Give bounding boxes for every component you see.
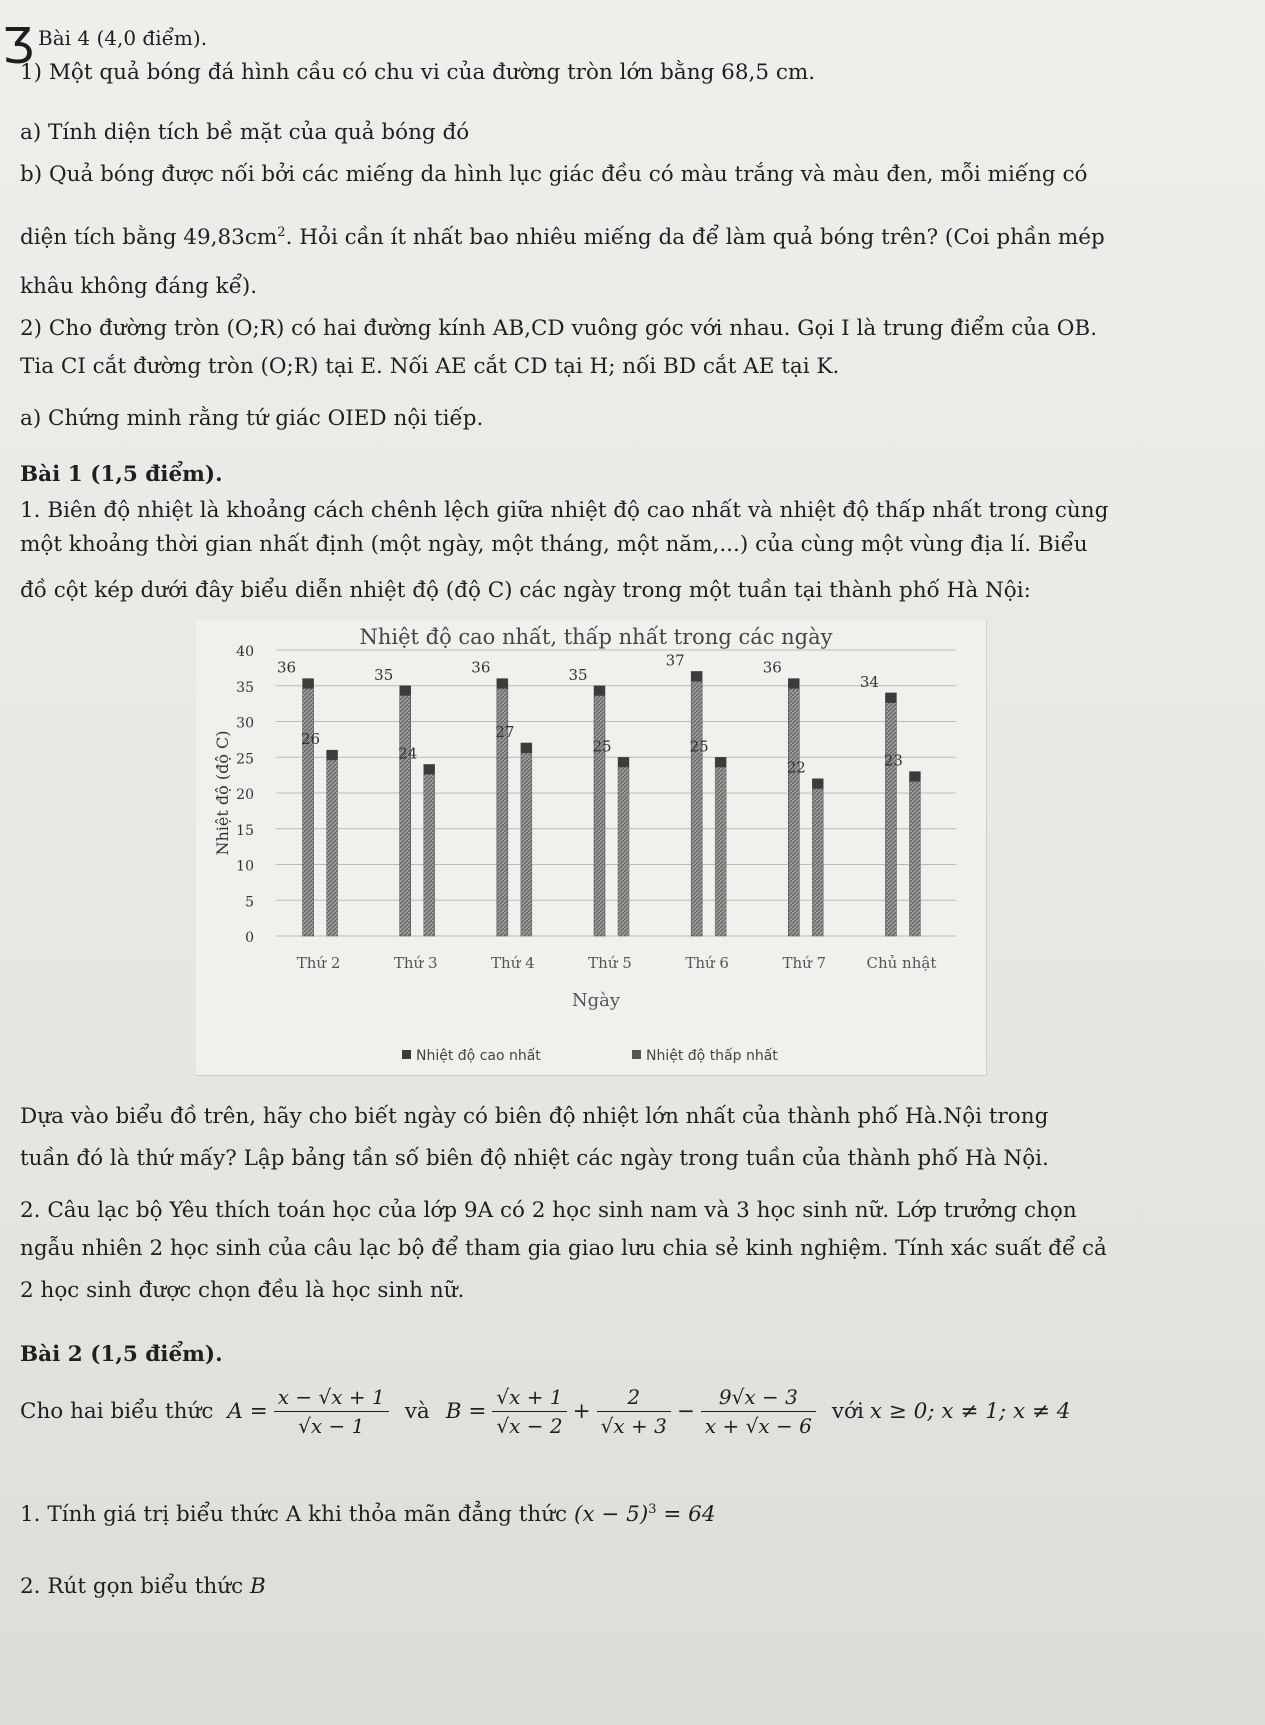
expr-a-numerator: x − √x + 1 (274, 1385, 389, 1412)
bar-high-cap (400, 686, 411, 696)
y-tick-label: 15 (236, 822, 254, 839)
bai4-q1a: a) Tính diện tích bề mặt của quả bóng đó (20, 120, 470, 145)
expr-b-term3 (701, 1385, 816, 1438)
bar-low (521, 743, 532, 936)
bai1-q2-line2: ngẫu nhiên 2 học sinh của câu lạc bộ để tham gia giao lưu chia sẻ kinh nghiệm. Tính xác suất để cả (20, 1236, 1107, 1261)
bai4-q2-line1: 2) Cho đường tròn (O;R) có hai đường kính AB,CD vuông góc với nhau. Gọi I là trung điểm của OB. (20, 316, 1098, 341)
y-tick-label: 10 (236, 858, 254, 875)
x-tick-label: Chủ nhật (866, 954, 937, 972)
temperature-chart-svg (196, 620, 986, 1075)
legend-label: Nhiệt độ thấp nhất (646, 1048, 778, 1064)
bar-high-cap (691, 671, 702, 681)
legend-label: Nhiệt độ cao nhất (416, 1048, 541, 1064)
bai4-q2-line2: Tia CI cắt đường tròn (O;R) tại E. Nối AE cắt CD tại H; nối BD cắt AE tại K. (20, 354, 840, 379)
data-label-low: 22 (786, 758, 806, 777)
y-tick-label: 0 (245, 930, 254, 946)
expr-b-term2-den: √x + 3 (600, 1414, 667, 1438)
expr-a-label: A = (227, 1399, 268, 1424)
bar-high (303, 679, 314, 936)
condition: x ≥ 0; x ≠ 1; x ≠ 4 (869, 1399, 1071, 1424)
bai1-header: Bài 1 (1,5 điểm). (20, 462, 223, 487)
bar-high-cap (788, 679, 799, 689)
bar-high-cap (885, 693, 896, 703)
bar-high (594, 686, 605, 936)
plus-sign: + (572, 1399, 591, 1424)
data-label-high: 36 (277, 658, 297, 677)
bar-high-cap (497, 679, 508, 689)
bai4-header: Bài 4 (4,0 điểm). (38, 26, 208, 50)
data-label-high: 36 (762, 658, 782, 677)
y-tick-label: 5 (245, 894, 254, 911)
bar-high (885, 693, 896, 936)
bar-low (909, 772, 920, 936)
bar-low (715, 757, 726, 936)
bai2-formula-line (20, 1385, 1070, 1438)
bai1-p2-line1: Dựa vào biểu đồ trên, hãy cho biết ngày có biên độ nhiệt lớn nhất của thành phố Hà.Nội trong (20, 1104, 1049, 1129)
data-label-low: 26 (301, 730, 321, 749)
bai1-q2-line3: 2 học sinh được chọn đều là học sinh nữ. (20, 1278, 465, 1303)
bai4-q1b-line3: khâu không đáng kể). (20, 274, 258, 299)
bar-high (788, 679, 799, 936)
expr-b-label: B = (445, 1399, 487, 1424)
data-label-low: 25 (689, 737, 709, 756)
data-label-high: 35 (374, 665, 394, 684)
x-tick-label: Thứ 3 (393, 954, 438, 972)
bai4-q1: 1) Một quả bóng đá hình cầu có chu vi của đường tròn lớn bằng 68,5 cm. (20, 60, 816, 85)
bar-low-cap (521, 743, 532, 753)
data-label-low: 24 (398, 744, 418, 763)
bar-low-cap (812, 779, 823, 789)
bai4-q1b-line1: b) Quả bóng được nối bởi các miếng da hình lục giác đều có màu trắng và màu đen, mỗi miếng có (20, 162, 1088, 187)
bai1-p1-line3: đồ cột kép dưới đây biểu diễn nhiệt độ (độ C) các ngày trong một tuần tại thành phố Hà Nội: (20, 578, 1031, 603)
data-label-high: 35 (568, 665, 588, 684)
y-tick-label: 20 (236, 787, 254, 803)
x-tick-label: Thứ 2 (296, 954, 341, 972)
x-tick-label: Thứ 5 (588, 954, 632, 972)
expr-a-denominator: √x − 1 (298, 1414, 365, 1438)
y-axis-label: Nhiệt độ (độ C) (213, 730, 232, 856)
temperature-chart (196, 620, 987, 1076)
bai4-q1b-line2: diện tích bằng $49,83cm^2$. Hỏi cần ít nhất bao nhiêu miếng da để làm quả bóng trên? (Coi phần mép (20, 225, 1105, 251)
bar-low (327, 750, 338, 936)
legend-swatch (632, 1050, 641, 1059)
expr-b-term1 (492, 1385, 566, 1438)
bai1-p1-line1: 1. Biên độ nhiệt là khoảng cách chênh lệch giữa nhiệt độ cao nhất và nhiệt độ thấp nhất trong cùng (20, 498, 1109, 523)
data-label-low: 25 (592, 737, 612, 756)
x-tick-label: Thứ 4 (491, 954, 535, 972)
bar-high-cap (594, 686, 605, 696)
expr-b-term2 (597, 1385, 671, 1438)
expr-b-term1-num: √x + 1 (492, 1385, 566, 1412)
bai2-q2: 2. Rút gọn biểu thức B (20, 1574, 266, 1599)
bai2-header: Bài 2 (1,5 điểm). (20, 1342, 223, 1367)
bar-high (691, 671, 702, 936)
bai4-q2a: a) Chứng minh rằng tứ giác OIED nội tiếp. (20, 406, 484, 431)
conj-and: và (404, 1399, 430, 1424)
bar-low-cap (424, 764, 435, 774)
expr-b-term1-den: √x − 2 (496, 1414, 563, 1438)
data-label-high: 36 (471, 658, 491, 677)
bar-low-cap (715, 757, 726, 767)
condition-prefix: với (831, 1399, 864, 1424)
y-tick-label: 30 (236, 715, 254, 732)
bar-low-cap (327, 750, 338, 760)
y-tick-label: 40 (236, 644, 254, 660)
data-label-high: 37 (665, 651, 685, 670)
x-axis-label: Ngày (571, 990, 621, 1011)
data-label-low: 27 (495, 722, 515, 741)
bar-low-cap (618, 757, 629, 767)
expr-a-fraction (274, 1385, 389, 1438)
data-label-low: 23 (883, 751, 903, 770)
chart-title: Nhiệt độ cao nhất, thấp nhất trong các ngày (359, 625, 833, 649)
y-tick-label: 25 (236, 751, 254, 768)
handwritten-bracket-mark: Ʒ (2, 18, 34, 74)
legend-swatch (402, 1050, 411, 1059)
bar-high-cap (303, 679, 314, 689)
bar-low (618, 757, 629, 936)
bar-high (400, 686, 411, 936)
bar-low-cap (909, 772, 920, 782)
bar-low (424, 764, 435, 936)
bai1-p1-line2: một khoảng thời gian nhất định (một ngày, một tháng, một năm,...) của cùng một vùng địa lí. Biểu (20, 532, 1088, 557)
minus-sign: − (676, 1399, 695, 1424)
bar-low (812, 779, 823, 936)
expr-b-term3-den: x + √x − 6 (704, 1414, 812, 1438)
x-tick-label: Thứ 6 (685, 954, 729, 972)
bai1-q2-line1: 2. Câu lạc bộ Yêu thích toán học của lớp 9A có 2 học sinh nam và 3 học sinh nữ. Lớp trưởng chọn (20, 1198, 1077, 1223)
expr-b-term2-num: 2 (597, 1385, 671, 1412)
bai2-intro: Cho hai biểu thức (20, 1399, 214, 1424)
data-label-high: 34 (859, 672, 879, 691)
bar-high (497, 679, 508, 936)
bai1-p2-line2: tuần đó là thứ mấy? Lập bảng tần số biên độ nhiệt các ngày trong tuần của thành phố Hà Nội. (20, 1146, 1049, 1171)
x-tick-label: Thứ 7 (782, 954, 827, 972)
expr-b-term3-num: 9√x − 3 (701, 1385, 816, 1412)
bai2-q1: 1. Tính giá trị biểu thức A khi thỏa mãn đẳng thức $(x - 5)^3 = 64$ (20, 1502, 716, 1528)
y-tick-label: 35 (236, 679, 254, 696)
